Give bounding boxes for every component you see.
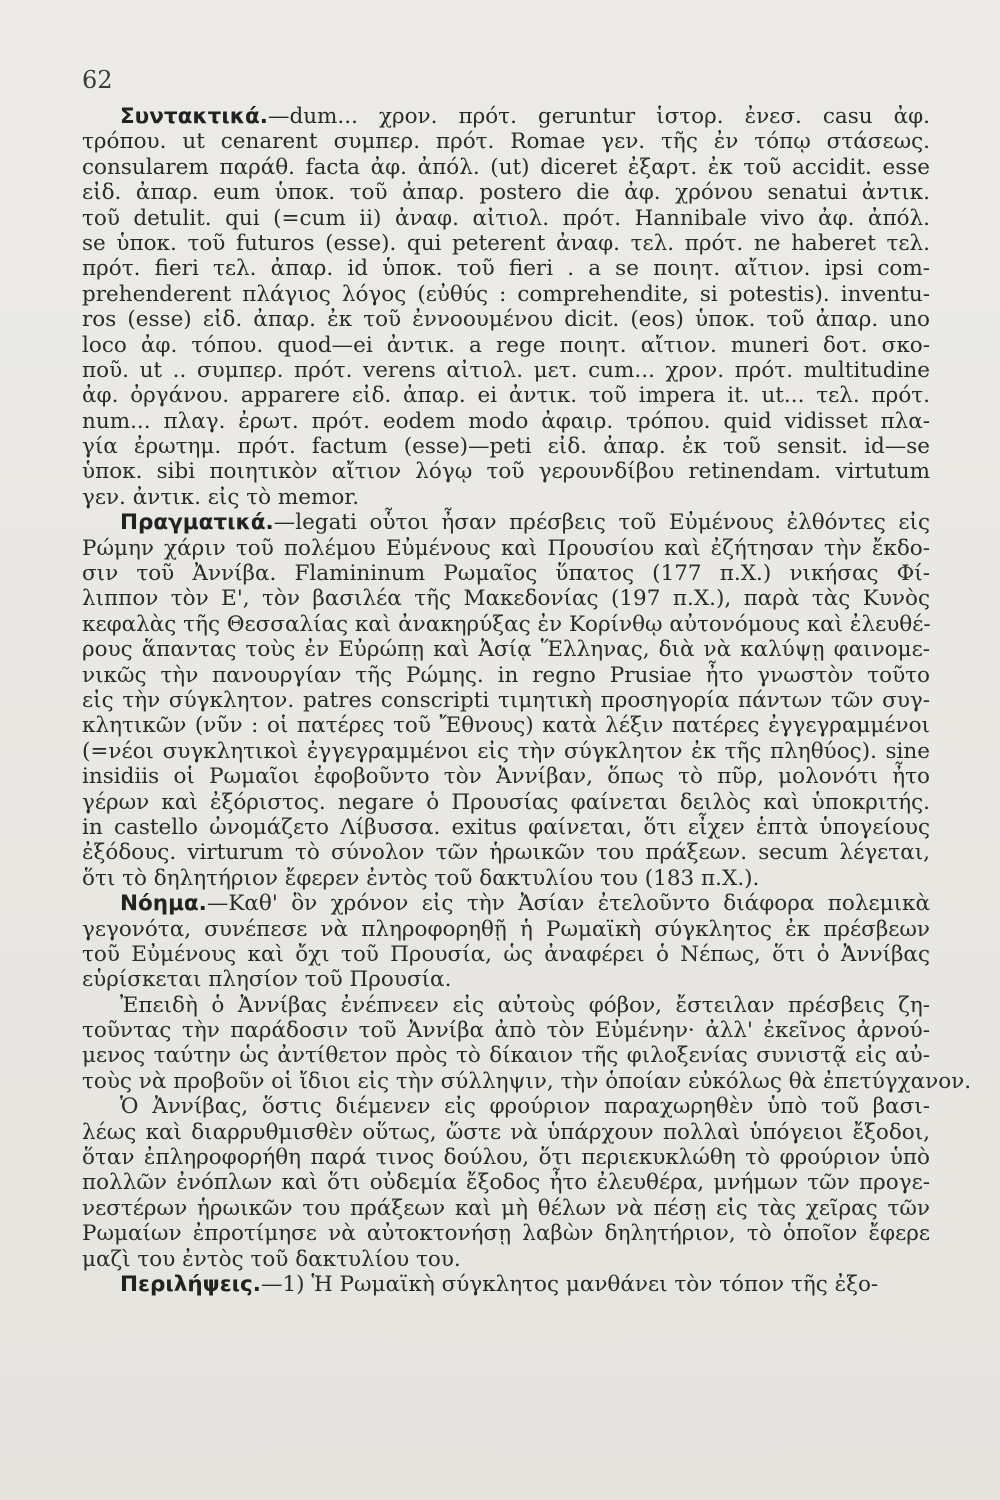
line-text: Ρωμαίων ἐπροτίμησε νὰ αὐτοκτονήσῃ λαβὼν δηλητήριον, τὸ ὁποῖον ἔφερε bbox=[82, 1221, 930, 1247]
text-line bbox=[82, 485, 930, 510]
text-line bbox=[82, 790, 930, 815]
text-line bbox=[82, 155, 930, 180]
line-text: insidiis οἱ Ρωμαῖοι ἐφοβοῦντο τὸν Ἀννίβαν, ὅπως τὸ πῦρ, μολονότι ἦτο bbox=[82, 764, 930, 790]
line-text: Ἐπειδὴ ὁ Ἀννίβας ἐνέπνεεν εἰς αὐτοὺς φόβον, ἔστειλαν πρέσβεις ζη- bbox=[120, 992, 930, 1018]
text-line bbox=[82, 612, 930, 637]
section-heading: Συντακτικά. bbox=[120, 104, 268, 129]
text-line bbox=[82, 1120, 930, 1145]
line-text: εὑρίσκεται πλησίον τοῦ Προυσία. bbox=[82, 967, 452, 993]
line-text: ἐξόδους. virturum τὸ σύνολον τῶν ἡρωικῶν του πράξεων. secum λέγεται, bbox=[82, 840, 930, 866]
text-line bbox=[82, 180, 930, 205]
section-heading: Νόημα. bbox=[120, 891, 207, 917]
line-text: ρους ἅπαντας τοὺς ἐν Εὐρώπῃ καὶ Ἀσίᾳ Ἕλληνας, διὰ νὰ καλύψῃ φαινομε- bbox=[82, 637, 930, 663]
text-line bbox=[82, 104, 930, 129]
line-text: loco ἀφ. τόπου. quod—ei ἀντικ. a rege ποιητ. αἴτιον. muneri δοτ. σκο- bbox=[82, 332, 930, 358]
text-line bbox=[82, 231, 930, 256]
line-text: νικῶς τὴν πανουργίαν τῆς Ρώμης. in regno Prusiae ἦτο γνωστὸν τοῦτο bbox=[82, 662, 930, 688]
line-text: Ρώμην χάριν τοῦ πολέμου Εὐμένους καὶ Προυσίου καὶ ἐζήτησαν τὴν ἔκδο- bbox=[82, 535, 930, 561]
text-line bbox=[82, 739, 930, 764]
paragraph-syntaktika bbox=[82, 104, 930, 510]
line-text: τοῦντας τὴν παράδοσιν τοῦ Ἀννίβα ἀπὸ τὸν Εὐμένην· ἀλλ' ἐκεῖνος ἀρνού- bbox=[82, 1018, 930, 1044]
text-line bbox=[82, 586, 930, 611]
line-text: λέως καὶ διαρρυθμισθὲν οὕτως, ὥστε νὰ ὑπάρχουν πολλαὶ ὑπόγειοι ἔξοδοι, bbox=[82, 1119, 930, 1145]
line-text: τοὺς νὰ προβοῦν οἱ ἴδιοι εἰς τὴν σύλληψιν, τὴν ὁποίαν εὐκόλως θὰ ἐπετύγχανον. bbox=[82, 1068, 972, 1094]
line-text: —Καθ' ὃν χρόνον εἰς τὴν Ἀσίαν ἐτελοῦντο διάφορα πολεμικὰ bbox=[206, 891, 930, 917]
text-line bbox=[82, 815, 930, 840]
line-text: se ὑποκ. τοῦ futuros (esse). qui peterent ἀναφ. τελ. πρότ. ne haberet τελ. bbox=[82, 230, 930, 256]
text-line bbox=[82, 967, 930, 992]
text-line bbox=[82, 459, 930, 484]
line-text: in castello ὠνομάζετο Λίβυσσα. exitus φαίνεται, ὅτι εἶχεν ἑπτὰ ὑπογείους bbox=[82, 814, 930, 840]
text-line bbox=[82, 637, 930, 662]
section-heading: Πραγματικά. bbox=[120, 510, 274, 536]
line-text: μενος ταύτην ὡς ἀντίθετον πρὸς τὸ δίκαιον τῆς φιλοξενίας συνιστᾷ εἰς αὐ- bbox=[82, 1043, 930, 1069]
line-text: κλητικῶν (νῦν : οἱ πατέρες τοῦ Ἔθνους) κατὰ λέξιν πατέρες ἐγγεγραμμένοι bbox=[82, 713, 930, 739]
page-number: 62 bbox=[82, 66, 113, 94]
line-text: ὅταν ἐπληροφορήθη παρά τινος δούλου, ὅτι περιεκυκλώθη τὸ φρούριον ὑπὸ bbox=[82, 1145, 930, 1171]
paragraph-noima bbox=[82, 891, 930, 993]
line-text: εἰδ. ἀπαρ. eum ὑποκ. τοῦ ἀπαρ. postero die ἀφ. χρόνου senatui ἀντικ. bbox=[82, 180, 930, 206]
line-text: εἰς τὴν σύγκλητον. patres conscripti τιμητικὴ προσηγορία πάντων τῶν συγ- bbox=[82, 687, 930, 713]
line-text: num... πλαγ. ἐρωτ. πρότ. eodem modo ἀφαιρ. τρόπου. quid vidisset πλα- bbox=[82, 408, 930, 434]
text-line bbox=[82, 129, 930, 154]
text-line bbox=[82, 1272, 930, 1297]
text-line bbox=[82, 1043, 930, 1068]
text-line bbox=[82, 536, 930, 561]
text-line bbox=[82, 383, 930, 408]
text-line bbox=[82, 1170, 930, 1195]
text-line bbox=[82, 1068, 972, 1094]
text-line bbox=[82, 1145, 930, 1170]
line-text: λιππον τὸν Ε', τὸν βασιλέα τῆς Μακεδονίας (197 π.Χ.), παρὰ τὰς Κυνὸς bbox=[82, 586, 930, 612]
paragraph-pragmatika bbox=[82, 510, 930, 891]
text-line bbox=[82, 1221, 930, 1246]
text-line bbox=[82, 1094, 930, 1119]
line-text: (=νέοι συγκλητικοὶ ἐγγεγραμμένοι εἰς τὴν σύγκλητον ἐκ τῆς πληθύος). sine bbox=[82, 738, 930, 764]
section-heading: Περιλήψεις. bbox=[120, 1271, 261, 1297]
line-text: ἀφ. ὀργάνου. apparere εἰδ. ἀπαρ. ei ἀντικ. τοῦ impera it. ut... τελ. πρότ. bbox=[82, 383, 930, 409]
text-line bbox=[82, 307, 930, 332]
line-text: τοῦ Εὐμένους καὶ ὄχι τοῦ Προυσία, ὡς ἀναφέρει ὁ Νέπως, ὅτι ὁ Ἀννίβας bbox=[82, 941, 930, 967]
text-line bbox=[82, 510, 930, 535]
line-text: ποῦ. ut .. συμπερ. πρότ. verens αἰτιολ. μετ. cum... χρον. πρότ. multitudine bbox=[82, 357, 930, 383]
text-line bbox=[82, 333, 930, 358]
line-text: prehenderent πλάγιος λόγος (εὐθύς : comprehendite, si potestis). inventu- bbox=[82, 281, 930, 307]
paragraph-annivas bbox=[82, 1094, 930, 1272]
line-text: νεστέρων ἡρωικῶν του πράξεων καὶ μὴ θέλων νὰ πέσῃ εἰς τὰς χεῖρας τῶν bbox=[82, 1195, 930, 1221]
line-text: ὑποκ. sibi ποιητικὸν αἴτιον λόγῳ τοῦ γερουνδίβου retinendam. virtutum bbox=[82, 459, 930, 485]
line-text: —dum... χρον. πρότ. geruntur ἱστορ. ἐνεσ. casu ἀφ. bbox=[267, 104, 930, 129]
line-text: πολλῶν ἐνόπλων καὶ ὅτι οὐδεμία ἔξοδος ἦτο ἐλευθέρα, μνήμων τῶν προγε- bbox=[82, 1170, 930, 1196]
line-text: —1) Ἡ Ρωμαϊκὴ σύγκλητος μανθάνει τὸν τόπον τῆς ἐξο- bbox=[260, 1271, 879, 1297]
text-line bbox=[82, 358, 930, 383]
line-text: γέρων καὶ ἐξόριστος. negare ὁ Προυσίας φαίνεται δειλὸς καὶ ὑποκριτής. bbox=[82, 789, 930, 815]
line-text: τοῦ detulit. qui (=cum ii) ἀναφ. αἰτιολ. πρότ. Hannibale vivo ἀφ. ἀπόλ. bbox=[82, 205, 930, 231]
text-line bbox=[82, 688, 930, 713]
text-line bbox=[82, 663, 930, 688]
text-line bbox=[82, 993, 930, 1018]
text-line bbox=[82, 256, 930, 281]
text-line bbox=[82, 764, 930, 789]
text-line bbox=[82, 561, 930, 586]
line-text: Ὁ Ἀννίβας, ὅστις διέμενεν εἰς φρούριον παραχωρηθὲν ὑπὸ τοῦ βασι- bbox=[120, 1094, 930, 1120]
text-line bbox=[82, 409, 930, 434]
line-text: κεφαλὰς τῆς Θεσσαλίας καὶ ἀνακηρύξας ἐν Κορίνθῳ αὐτονόμους καὶ ἐλευθέ- bbox=[82, 611, 931, 637]
line-text: σιν τοῦ Ἀννίβα. Flamininum Ρωμαῖος ὕπατος (177 π.Χ.) νικήσας Φί- bbox=[82, 561, 930, 587]
line-text: γεγονότα, συνέπεσε νὰ πληροφορηθῇ ἡ Ρωμαϊκὴ σύγκλητος ἐκ πρέσβεων bbox=[82, 916, 930, 942]
body-text bbox=[82, 104, 972, 1297]
text-line bbox=[82, 713, 930, 738]
text-line bbox=[82, 1247, 930, 1272]
line-text: consularem παράθ. facta ἀφ. ἀπόλ. (ut) diceret ἐξαρτ. ἐκ τοῦ accidit. esse bbox=[82, 154, 930, 180]
text-line bbox=[82, 942, 930, 967]
line-text: τρόπου. ut cenarent συμπερ. πρότ. Romae γεν. τῆς ἐν τόπῳ στάσεως. bbox=[82, 129, 930, 155]
line-text: πρότ. fieri τελ. ἀπαρ. id ὑποκ. τοῦ fieri . a se ποιητ. αἴτιον. ipsi com- bbox=[82, 256, 930, 282]
text-line bbox=[82, 282, 930, 307]
text-line bbox=[82, 206, 930, 231]
line-text: γεν. ἀντικ. εἰς τὸ memor. bbox=[82, 484, 360, 510]
text-line bbox=[82, 840, 930, 865]
line-text: ὅτι τὸ δηλητήριον ἔφερεν ἐντὸς τοῦ δακτυλίου του (183 π.Χ.). bbox=[82, 865, 760, 891]
text-line bbox=[82, 917, 930, 942]
text-line bbox=[82, 1196, 930, 1221]
text-line bbox=[82, 891, 930, 916]
text-line bbox=[82, 1018, 930, 1043]
line-text: ros (esse) εἰδ. ἀπαρ. ἐκ τοῦ ἐννοουμένου dicit. (eos) ὑποκ. τοῦ ἀπαρ. uno bbox=[82, 307, 930, 333]
text-line bbox=[82, 434, 930, 459]
line-text: —legati οὗτοι ἦσαν πρέσβεις τοῦ Εὐμένους ἐλθόντες εἰς bbox=[273, 510, 930, 536]
paragraph-epeidi bbox=[82, 992, 972, 1095]
line-text: μαζὶ του ἐντὸς τοῦ δακτυλίου του. bbox=[82, 1246, 461, 1272]
line-text: γία ἐρωτημ. πρότ. factum (esse)—peti εἰδ. ἀπαρ. ἐκ τοῦ sensit. id—se bbox=[82, 434, 930, 460]
text-line bbox=[82, 866, 930, 891]
paragraph-perilipseis bbox=[82, 1272, 930, 1297]
